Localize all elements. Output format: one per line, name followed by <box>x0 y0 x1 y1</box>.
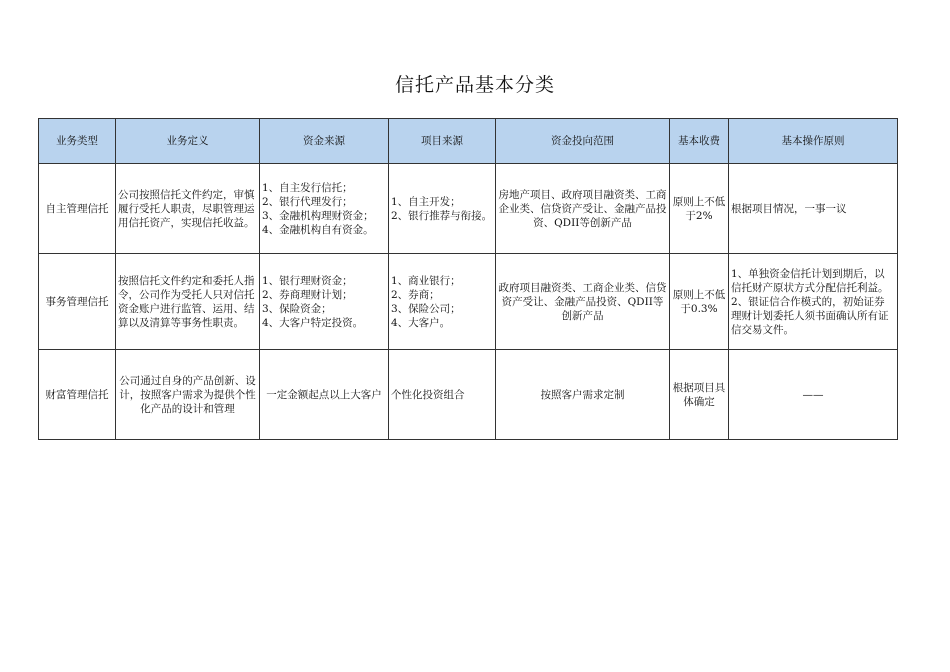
header-funding-source: 资金来源 <box>260 119 389 164</box>
cell-definition: 公司通过自身的产品创新、设计，按照客户需求为提供个性化产品的设计和管理 <box>116 350 260 440</box>
classification-table <box>38 118 898 440</box>
project-item: 1、自主开发； <box>391 195 461 208</box>
principle-item: 1、单独资金信托计划到期后，以信托财产原状方式分配信托利益。 <box>731 267 889 294</box>
cell-projects: 个性化投资组合 <box>389 350 496 440</box>
table-row <box>39 164 898 254</box>
cell-scope: 按照客户需求定制 <box>496 350 670 440</box>
funding-item: 1、银行理财资金； <box>262 274 353 287</box>
cell-principle <box>729 254 898 350</box>
principle-item: 2、银证信合作模式的，初始证券理财计划委托人须书面确认所有证信交易文件。 <box>731 295 889 336</box>
header-fee: 基本收费 <box>670 119 729 164</box>
cell-funding <box>260 164 389 254</box>
funding-item: 2、券商理财计划； <box>262 288 353 301</box>
funding-item: 4、金融机构自有资金。 <box>262 223 374 236</box>
header-definition: 业务定义 <box>116 119 260 164</box>
funding-item: 2、银行代理发行； <box>262 195 353 208</box>
cell-funding: 一定金额起点以上大客户 <box>260 350 389 440</box>
cell-fee: 原则上不低于2% <box>670 164 729 254</box>
cell-principle: —— <box>729 350 898 440</box>
header-project-source: 项目来源 <box>389 119 496 164</box>
funding-item: 3、金融机构理财资金； <box>262 209 374 222</box>
project-item: 2、券商； <box>391 288 440 301</box>
cell-scope: 房地产项目、政府项目融资类、工商企业类、信贷资产受让、金融产品投资、QDII等创新产品 <box>496 164 670 254</box>
project-item: 4、大客户。 <box>391 316 451 329</box>
funding-item: 4、大客户特定投资。 <box>262 316 364 329</box>
header-business-type: 业务类型 <box>39 119 116 164</box>
cell-projects <box>389 254 496 350</box>
funding-item: 1、自主发行信托； <box>262 181 353 194</box>
cell-funding <box>260 254 389 350</box>
cell-type: 自主管理信托 <box>39 164 116 254</box>
cell-scope: 政府项目融资类、工商企业类、信贷资产受让、金融产品投资、QDII等创新产品 <box>496 254 670 350</box>
cell-fee: 根据项目具体确定 <box>670 350 729 440</box>
table-row <box>39 350 898 440</box>
cell-projects <box>389 164 496 254</box>
header-investment-scope: 资金投向范围 <box>496 119 670 164</box>
project-item: 3、保险公司； <box>391 302 461 315</box>
cell-definition: 公司按照信托文件约定，审慎履行受托人职责，尽职管理运用信托资产，实现信托收益。 <box>116 164 260 254</box>
header-principle: 基本操作原则 <box>729 119 898 164</box>
cell-type: 事务管理信托 <box>39 254 116 350</box>
table-row <box>39 254 898 350</box>
cell-fee: 原则上不低于0.3% <box>670 254 729 350</box>
funding-item: 3、保险资金； <box>262 302 332 315</box>
cell-definition: 按照信托文件约定和委托人指令，公司作为受托人只对信托资金账户进行监管、运用、结算以及清算等事务性职责。 <box>116 254 260 350</box>
cell-type: 财富管理信托 <box>39 350 116 440</box>
project-item: 1、商业银行； <box>391 274 461 287</box>
page-title: 信托产品基本分类 <box>394 74 555 96</box>
cell-principle: 根据项目情况，一事一议 <box>729 164 898 254</box>
table-header-row <box>39 119 898 164</box>
project-item: 2、银行推荐与衔接。 <box>391 209 493 222</box>
